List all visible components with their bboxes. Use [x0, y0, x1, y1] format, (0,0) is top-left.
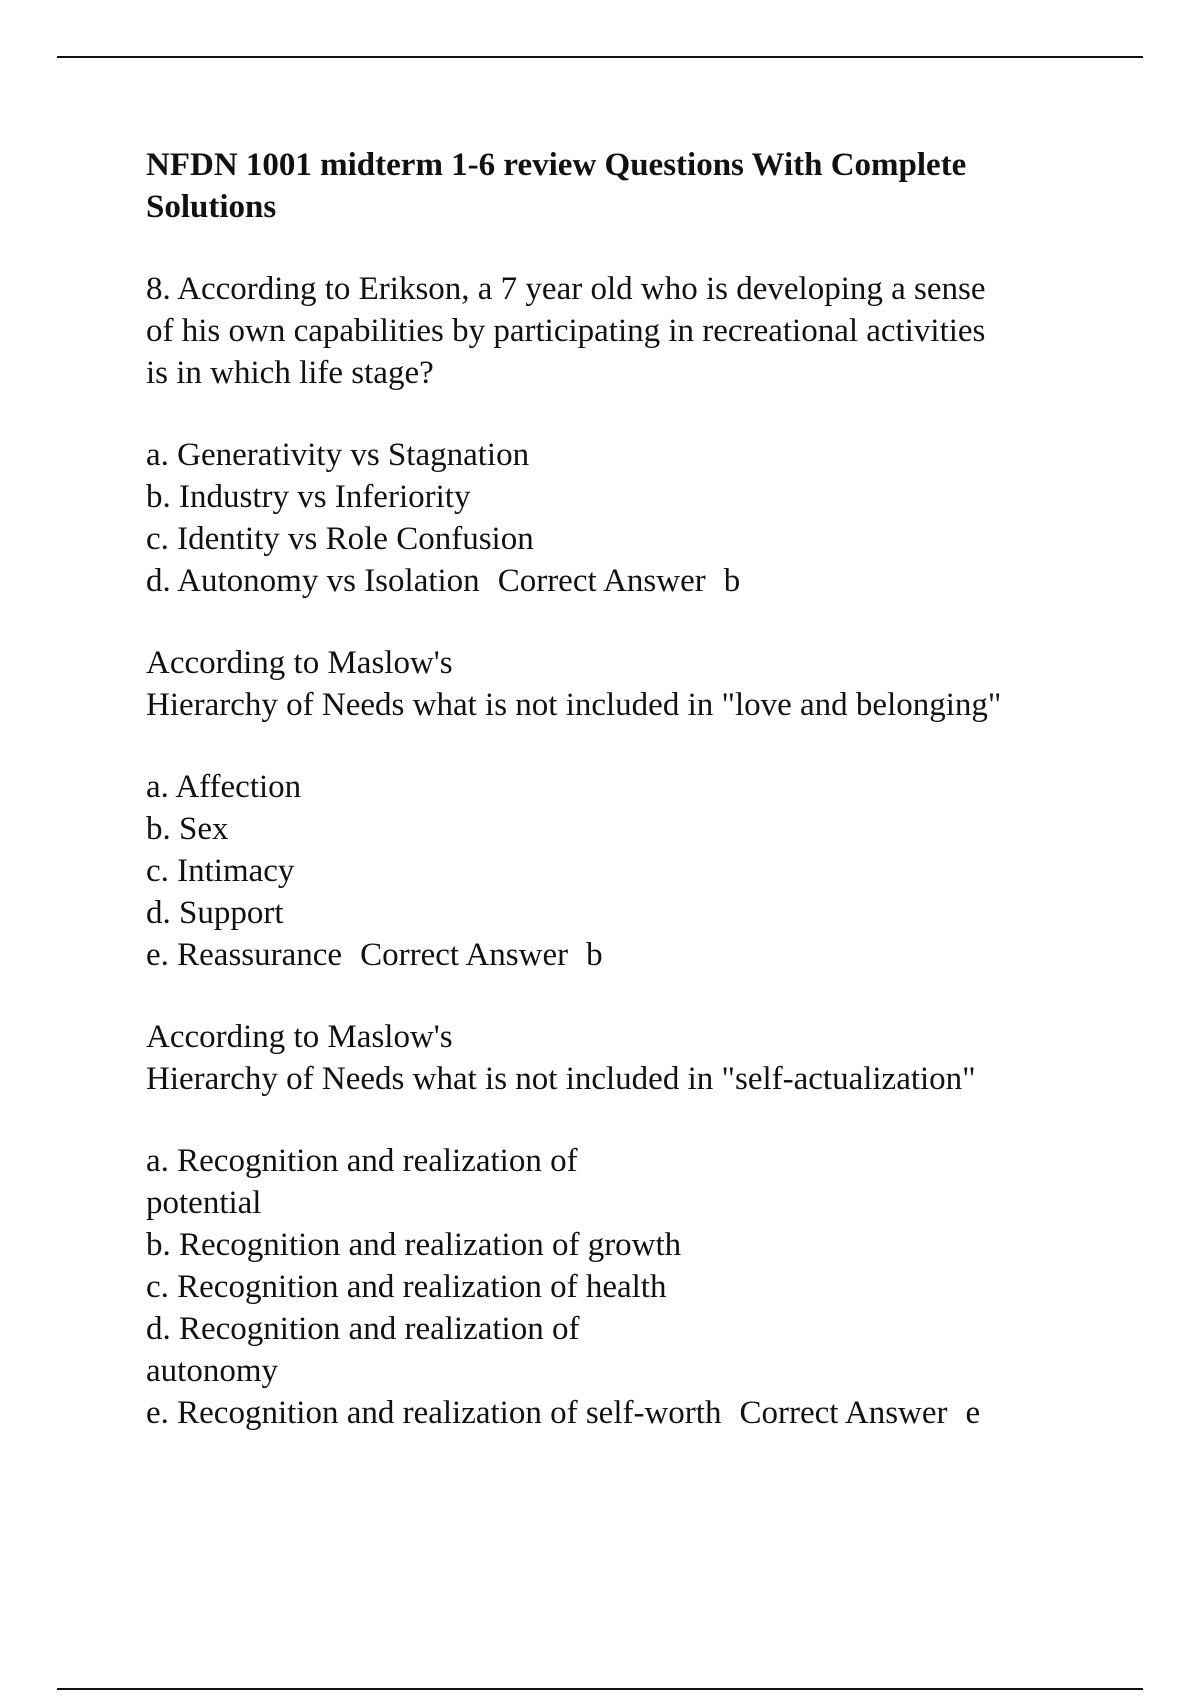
document-title — [146, 144, 1106, 228]
answer-label: Correct Answer — [360, 937, 569, 973]
answer-value: b — [723, 563, 741, 599]
option-e-with-answer — [146, 1392, 1106, 1434]
option-d-continued: autonomy — [146, 1353, 278, 1389]
option-d: d. Support — [146, 895, 284, 931]
answer-label: Correct Answer — [739, 1395, 948, 1431]
question-3-options — [146, 1140, 1106, 1434]
question-2-options — [146, 766, 1106, 976]
title-line: Solutions — [146, 189, 277, 225]
option-e: e. Recognition and realization of self-worth — [146, 1395, 722, 1431]
document-body — [146, 144, 1106, 1474]
prompt-line: of his own capabilities by participating in recreational activities — [146, 313, 986, 349]
question-1-prompt — [146, 268, 1106, 394]
option-d-with-answer — [146, 560, 1106, 602]
option-a: a. Affection — [146, 769, 302, 805]
answer-value: b — [586, 937, 603, 973]
question-2-prompt — [146, 642, 1106, 726]
top-rule — [57, 56, 1143, 58]
prompt-line: Hierarchy of Needs what is not included in "self-actualization" — [146, 1061, 976, 1097]
option-a-continued: potential — [146, 1185, 262, 1221]
option-b: b. Industry vs Inferiority — [146, 479, 471, 515]
prompt-line: According to Maslow's — [146, 1019, 453, 1055]
option-c: c. Intimacy — [146, 853, 295, 889]
option-d: d. Autonomy vs Isolation — [146, 563, 480, 599]
prompt-line: is in which life stage? — [146, 355, 434, 391]
option-e: e. Reassurance — [146, 937, 343, 973]
option-e-with-answer — [146, 934, 1106, 976]
prompt-line: Hierarchy of Needs what is not included in "love and belonging" — [146, 687, 1002, 723]
bottom-rule — [57, 1688, 1143, 1690]
option-c: c. Recognition and realization of health — [146, 1269, 667, 1305]
answer-label: Correct Answer — [497, 563, 706, 599]
question-1-options — [146, 434, 1106, 602]
option-a: a. Recognition and realization of — [146, 1143, 578, 1179]
option-d: d. Recognition and realization of — [146, 1311, 580, 1347]
option-b: b. Sex — [146, 811, 229, 847]
answer-value: e — [965, 1395, 981, 1431]
prompt-line: 8. According to Erikson, a 7 year old who is developing a sense — [146, 271, 986, 307]
title-line: NFDN 1001 midterm 1-6 review Questions With Complete — [146, 147, 967, 183]
option-b: b. Recognition and realization of growth — [146, 1227, 682, 1263]
option-c: c. Identity vs Role Confusion — [146, 521, 534, 557]
option-a: a. Generativity vs Stagnation — [146, 437, 530, 473]
prompt-line: According to Maslow's — [146, 645, 453, 681]
question-3-prompt — [146, 1016, 1106, 1100]
